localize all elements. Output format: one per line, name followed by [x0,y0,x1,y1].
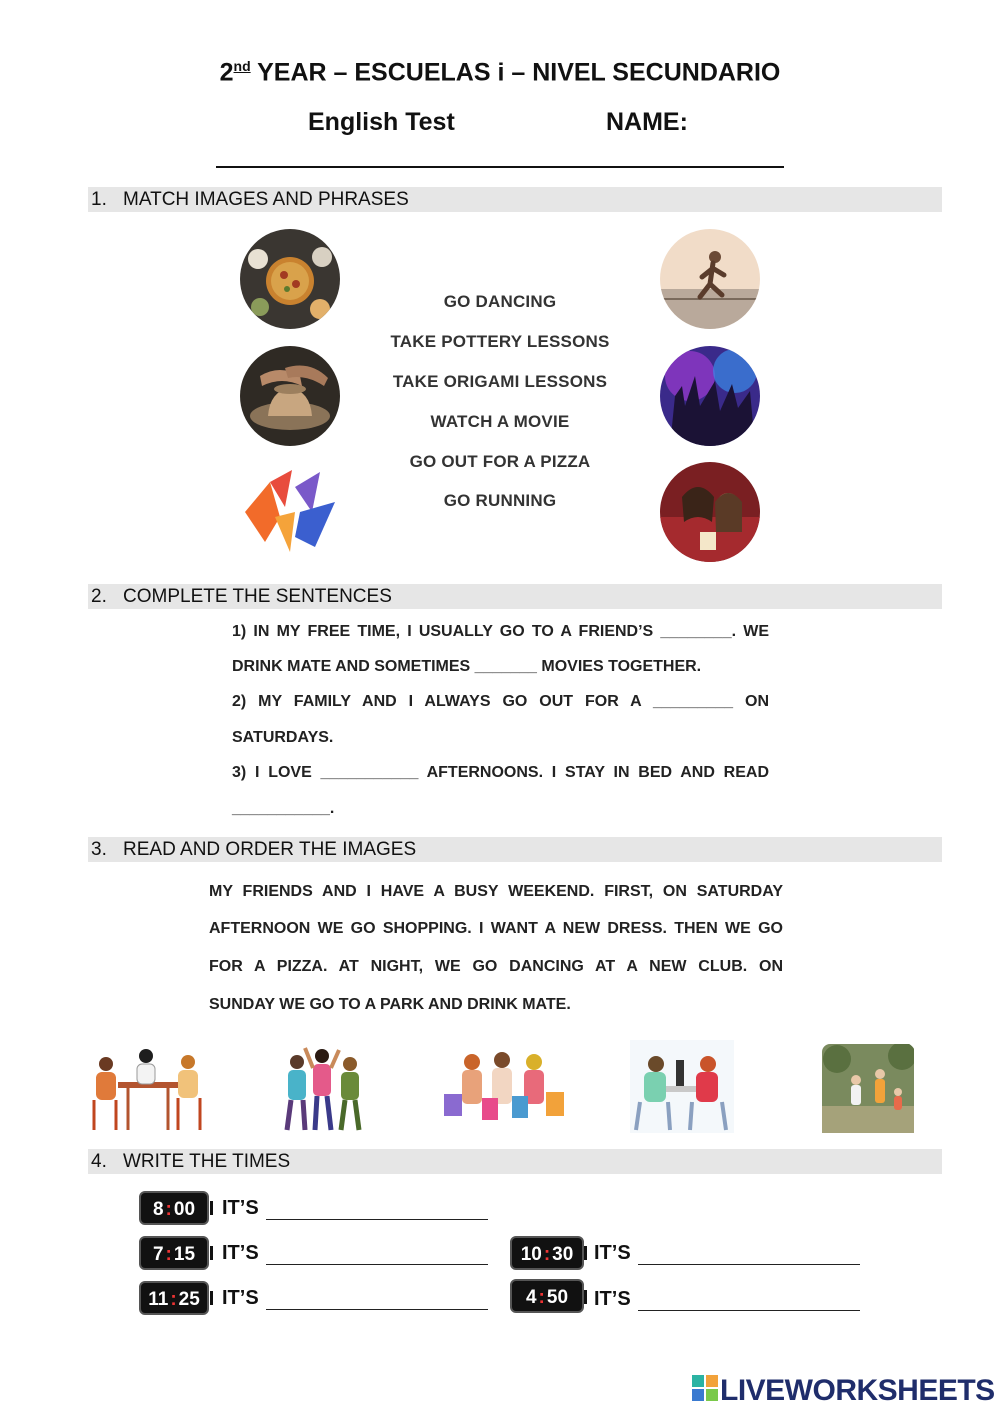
time-answer-blank[interactable] [266,1264,488,1265]
sentence-line: SATURDAYS. [232,729,334,746]
sentence-line: DRINK MATE AND SOMETIMES _______ MOVIES TOGETHER. [232,658,702,675]
dancing-friends-image[interactable] [275,1042,370,1134]
liveworksheets-logo: LIVEWORKSHEETS [692,1374,995,1409]
sentence-line: 3) I LOVE ___________ AFTERNOONS. I STAY IN BED AND READ [232,764,769,781]
phrase-go-out-for-a-pizza[interactable]: GO OUT FOR A PIZZA [409,452,591,471]
phrase-take-origami-lessons[interactable]: TAKE ORIGAMI LESSONS [392,372,608,391]
digital-clock: 11 : 25 [139,1281,209,1315]
digital-clock: 7 : 15 [139,1236,209,1270]
clock-tick [210,1246,213,1260]
time-answer-blank[interactable] [638,1310,860,1311]
its-label: IT’S [594,1242,631,1264]
clock-tick [584,1246,587,1260]
time-answer-blank[interactable] [638,1264,860,1265]
sentence-line: 2) MY FAMILY AND I ALWAYS GO OUT FOR A _________ ON [232,693,769,710]
its-label: IT’S [594,1288,631,1310]
section-header-match: 1. MATCH IMAGES AND PHRASES [88,187,942,212]
digital-clock: 4 : 50 [510,1279,584,1313]
story-line: MY FRIENDS AND I HAVE A BUSY WEEKEND. FIRST, ON SATURDAY [209,883,783,900]
test-subtitle: English Test [308,108,455,136]
digital-clock: 8 : 00 [139,1191,209,1225]
shopping-friends-image[interactable] [442,1050,568,1125]
story-line: FOR A PIZZA. AT NIGHT, WE GO DANCING AT A NEW CLUB. ON [209,958,783,975]
friends-at-table-image[interactable] [88,1042,206,1132]
its-label: IT’S [222,1242,259,1264]
pottery-wheel-image[interactable] [240,346,340,446]
section-header-order: 3. READ AND ORDER THE IMAGES [88,837,942,862]
phrase-take-pottery-lessons[interactable]: TAKE POTTERY LESSONS [390,332,610,351]
name-label: NAME: [606,108,688,136]
section-header-complete: 2. COMPLETE THE SENTENCES [88,584,942,609]
sentence-line: ___________. [232,800,335,817]
name-line[interactable] [216,166,784,168]
park-walk-image[interactable] [822,1044,914,1133]
time-answer-blank[interactable] [266,1219,488,1220]
clock-tick [210,1291,213,1305]
digital-clock: 10 : 30 [510,1236,584,1270]
phrase-watch-a-movie[interactable]: WATCH A MOVIE [430,412,570,431]
dancing-crowd-image[interactable] [660,346,760,446]
story-line: AFTERNOON WE GO SHOPPING. I WANT A NEW DRESS. THEN WE GO [209,920,783,937]
its-label: IT’S [222,1287,259,1309]
phrase-go-dancing[interactable]: GO DANCING [443,292,557,311]
drinking-mate-image[interactable] [630,1040,734,1133]
origami-cranes-image[interactable] [240,462,340,562]
its-label: IT’S [222,1197,259,1219]
sentence-line: 1) IN MY FREE TIME, I USUALLY GO TO A FRIEND’S ________. WE [232,623,769,640]
clock-tick [210,1201,213,1215]
clock-tick [584,1290,587,1304]
cinema-friends-image[interactable] [660,462,760,562]
phrase-go-running[interactable]: GO RUNNING [443,491,557,510]
pizza-dinner-image[interactable] [240,229,340,329]
time-answer-blank[interactable] [266,1309,488,1310]
logo-icon [692,1375,718,1409]
story-line: SUNDAY WE GO TO A PARK AND DRINK MATE. [209,996,571,1013]
page-title: 2nd YEAR – ESCUELAS i – NIVEL SECUNDARIO [219,58,781,87]
section-header-times: 4. WRITE THE TIMES [88,1149,942,1174]
running-woman-image[interactable] [660,229,760,329]
